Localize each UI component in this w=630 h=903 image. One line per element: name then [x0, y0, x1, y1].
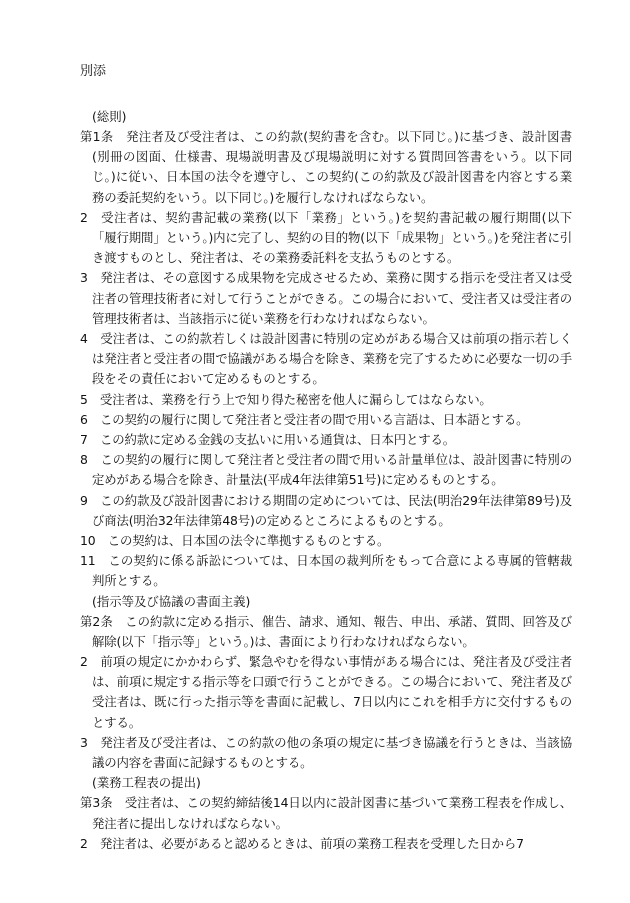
article-1-para-2	[80, 208, 572, 269]
paragraph-text: この契約は、日本国の法令に準拠するものとする。	[95, 533, 390, 549]
paragraph-text: 発注者及び受注者は、この約款(契約書を含む。以下同じ。)に基づき、設計図書(別冊の図面、仕様書、現場説明書及び現場説明に対する質問回答書をいう。以下同じ。)に従い、日本国の法令を遵守し、この契約(この約款及び設計図書を内容とする業務の委託契約をいう。以下同じ。)を履行しなければならない。	[92, 129, 572, 205]
paragraph-number: 7	[80, 432, 88, 448]
paragraph-number: 第3条	[80, 795, 113, 811]
paragraph-text: 受注者は、この契約締結後14日以内に設計図書に基づいて業務工程表を作成し、発注者に提出しなければならない。	[92, 795, 572, 831]
article-1-para-5	[80, 390, 572, 410]
paragraph-number: 2	[80, 209, 88, 225]
section-heading: (総則)	[92, 109, 127, 124]
paragraph-number: 8	[80, 452, 88, 468]
article-2	[80, 612, 572, 652]
section-heading: (指示等及び協議の書面主義)	[92, 593, 251, 609]
article-1-para-8	[80, 450, 572, 490]
article-1-para-3	[80, 268, 572, 329]
paragraph-text: この契約の履行に関して発注者と受注者の間で用いる言語は、日本語とする。	[87, 411, 529, 427]
article-3-para-2	[80, 834, 572, 854]
article-1-para-10	[80, 531, 572, 551]
paragraph-number: 3	[80, 270, 88, 286]
paragraph-number: 9	[80, 492, 88, 508]
article-1-para-4	[80, 329, 572, 390]
section-work-schedule	[80, 773, 572, 854]
article-1-para-7	[80, 430, 572, 450]
paragraph-number: 2	[80, 654, 88, 670]
paragraph-text: 受注者は、業務を行う上で知り得た秘密を他人に漏らしてはならない。	[87, 391, 492, 407]
article-1	[80, 127, 572, 208]
article-1-para-6	[80, 410, 572, 430]
paragraph-text: 受注者は、この約款若しくは設計図書に特別の定めがある場合又は前項の指示若しくは発注者と受注者の間で協議がある場合を除き、業務を完了するために必要な一切の手段をその責任において定めるものとする。	[87, 331, 572, 387]
paragraph-number: 10	[80, 533, 96, 549]
paragraph-number: 5	[80, 391, 88, 407]
paragraph-text: この約款及び設計図書における期間の定めについては、民法(明治29年法律第89号)及び商法(明治32年法律第48号)の定めるところによるものとする。	[87, 492, 572, 528]
paragraph-number: 11	[80, 553, 96, 569]
paragraph-text: この契約の履行に関して発注者と受注者の間で用いる計量単位は、設計図書に特別の定めがある場合を除き、計量法(平成4年法律第51号)に定めるものとする。	[87, 452, 572, 488]
paragraph-text: 発注者及び受注者は、この約款の他の条項の規定に基づき協議を行うときは、当該協議の内容を書面に記録するものとする。	[87, 734, 572, 771]
paragraph-text: 発注者は、必要があると認めるときは、前項の業務工程表を受理した日から7	[87, 835, 524, 851]
section-general	[80, 107, 572, 592]
paragraph-text: 受注者は、契約書記載の業務(以下「業務」という。)を契約書記載の履行期間(以下「履行期間」という。)内に完了し、契約の目的物(以下「成果物」という。)を発注者に引き渡すものとし、発注者は、その業務委託料を支払うものとする。	[87, 209, 572, 266]
article-2-para-3	[80, 733, 572, 773]
paragraph-number: 3	[80, 734, 88, 750]
paragraph-number: 4	[80, 331, 88, 347]
annex-label: 別添	[80, 64, 107, 79]
paragraph-number: 第2条	[80, 613, 113, 629]
section-written-instructions	[80, 592, 572, 774]
paragraph-text: この約款に定める指示、催告、請求、通知、報告、申出、承諾、質問、回答及び解除(以下「指示等」という。)は、書面により行わなければならない。	[92, 613, 572, 649]
paragraph-text: 前項の規定にかかわらず、緊急やむを得ない事情がある場合には、発注者及び受注者は、前項に規定する指示等を口頭で行うことができる。この場合において、発注者及び受注者は、既に行った指示等を書面に記載し、7日以内にこれを相手方に交付するものとする。	[87, 654, 572, 730]
paragraph-text: この約款に定める金銭の支払いに用いる通貨は、日本円とする。	[87, 432, 455, 448]
paragraph-number: 6	[80, 411, 88, 427]
article-2-para-2	[80, 652, 572, 733]
paragraph-number: 第1条	[80, 129, 114, 144]
paragraph-text: この契約に係る訴訟については、日本国の裁判所をもって合意による専属的管轄裁判所とする。	[92, 553, 572, 589]
paragraph-text: 発注者は、その意図する成果物を完成させるため、業務に関する指示を受注者又は受注者の管理技術者に対して行うことができる。この場合において、受注者又は受注者の管理技術者は、当該指示に従い業務を行わなければならない。	[87, 270, 572, 326]
paragraph-number: 2	[80, 835, 88, 851]
section-heading: (業務工程表の提出)	[92, 775, 201, 791]
article-3	[80, 793, 572, 833]
article-1-para-9	[80, 491, 572, 531]
article-1-para-11	[80, 551, 572, 591]
